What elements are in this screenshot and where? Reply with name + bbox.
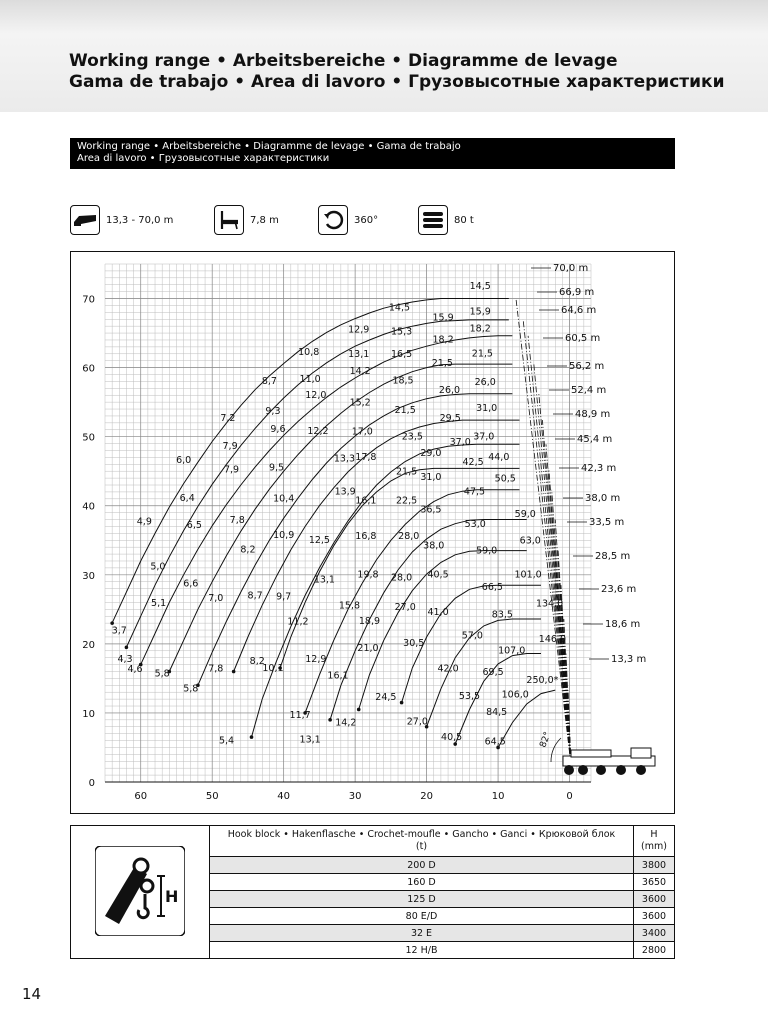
load-label: 53,0 xyxy=(464,519,486,531)
working-range-chart-svg xyxy=(71,252,674,813)
load-label: 44,0 xyxy=(488,452,510,464)
load-label: 8,2 xyxy=(240,544,256,556)
hook-block-cell: 32 E xyxy=(210,925,634,942)
boom-angle-label: 82° xyxy=(538,730,554,750)
boom-length-label: 42,3 m xyxy=(581,463,617,474)
rotation-360-icon xyxy=(318,205,348,235)
boom-line xyxy=(528,336,571,765)
load-label: 18,2 xyxy=(469,323,491,335)
load-label: 16,1 xyxy=(327,670,349,682)
load-label: 36,5 xyxy=(420,504,442,516)
load-label: 11,0 xyxy=(299,374,321,386)
svg-text:H: H xyxy=(165,886,179,906)
hook-height-cell: 3400 xyxy=(634,925,675,942)
y-tick-label: 20 xyxy=(82,639,95,651)
load-label: 16,1 xyxy=(355,495,377,507)
load-label: 7,2 xyxy=(220,412,236,424)
load-label: 10,9 xyxy=(273,530,295,542)
y-tick-label: 30 xyxy=(82,570,95,582)
x-tick-label: 0 xyxy=(566,791,573,802)
hook-block-cell: 12 H/B xyxy=(210,942,634,959)
title-line-1: Working range • Arbeitsbereiche • Diagramme de levage xyxy=(69,51,618,71)
load-label: 29,0 xyxy=(420,448,442,460)
load-label: 37,0 xyxy=(473,431,495,443)
load-label: 15,8 xyxy=(338,600,361,612)
load-label: 15,3 xyxy=(391,326,413,338)
jib-icon xyxy=(214,205,244,235)
load-label: 11,7 xyxy=(289,709,311,721)
load-label: 5,1 xyxy=(151,597,167,609)
curve-endpoint xyxy=(328,718,332,722)
spec-jib-value: 7,8 m xyxy=(250,214,279,226)
load-label: 14,2 xyxy=(349,365,371,377)
load-label: 53,5 xyxy=(458,691,481,703)
load-label: 26,0 xyxy=(438,385,461,397)
load-label: 8,7 xyxy=(247,590,263,602)
load-label: 7,0 xyxy=(208,593,224,605)
y-tick-label: 0 xyxy=(88,778,95,789)
hook-col-header-unit: (t) xyxy=(415,841,428,852)
load-label: 107,0 xyxy=(498,645,526,657)
load-label: 28,0 xyxy=(398,530,420,542)
page-title xyxy=(69,51,725,93)
y-tick-label: 70 xyxy=(82,294,95,306)
load-label: 29,5 xyxy=(439,412,461,424)
x-tick-label: 60 xyxy=(134,791,148,802)
load-label: 38,0 xyxy=(423,540,445,552)
load-label: 3,7 xyxy=(111,625,127,637)
hook-block-cell: 125 D xyxy=(210,891,634,908)
load-label: 57,0 xyxy=(461,630,483,642)
hook-block-illustration xyxy=(71,826,210,959)
load-label: 5,8 xyxy=(154,668,170,680)
load-label: 21,5 xyxy=(394,405,416,417)
load-label: 28,0 xyxy=(391,572,413,584)
load-label: 40,5 xyxy=(441,731,463,743)
load-label: 6,5 xyxy=(186,519,202,531)
load-label: 14,5 xyxy=(469,280,491,292)
load-label: 13,1 xyxy=(348,349,370,361)
load-label: 26,0 xyxy=(474,376,496,388)
curve-endpoint xyxy=(232,670,236,674)
hook-height-cell: 3600 xyxy=(634,891,675,908)
crane-drawing xyxy=(551,738,655,775)
boom-length-label: 66,9 m xyxy=(559,287,595,298)
load-label: 12,0 xyxy=(305,389,327,401)
boom-length-label: 56,2 m xyxy=(569,361,605,372)
load-label: 42,5 xyxy=(462,456,484,468)
load-label: 10,4 xyxy=(273,493,295,505)
load-label: 59,0 xyxy=(514,508,536,520)
spec-rotation-value: 360° xyxy=(354,214,379,226)
load-label: 18,9 xyxy=(358,615,381,627)
load-label: 31,0 xyxy=(420,472,442,484)
boom-length-label: 45,4 m xyxy=(577,434,613,445)
load-label: 17,8 xyxy=(355,452,377,464)
load-label: 14,2 xyxy=(335,717,357,729)
load-label: 15,2 xyxy=(349,397,371,409)
load-label: 15,9 xyxy=(432,312,454,324)
load-label: 6,4 xyxy=(179,492,195,504)
load-label: 10,8 xyxy=(298,347,320,359)
load-label: 9,6 xyxy=(270,423,286,435)
height-col-header-unit: (mm) xyxy=(641,841,667,852)
boom-length-label: 23,6 m xyxy=(601,584,637,595)
y-tick-label: 10 xyxy=(82,708,95,720)
load-label: 21,5 xyxy=(396,466,418,478)
load-label: 42,0 xyxy=(437,663,459,675)
load-label: 4,9 xyxy=(136,516,152,528)
hook-block-cell: 160 D xyxy=(210,874,634,891)
boom-length-label: 52,4 m xyxy=(571,385,607,396)
boom-length-label: 13,3 m xyxy=(611,654,647,665)
hook-col-header xyxy=(210,826,634,857)
load-label: 27,0 xyxy=(394,602,416,614)
load-label: 8,2 xyxy=(249,655,265,667)
load-label: 41,0 xyxy=(427,606,449,618)
boom-length-icon xyxy=(70,205,100,235)
hook-block-cell: 200 D xyxy=(210,857,634,874)
load-label: 31,0 xyxy=(476,403,498,415)
load-label: 9,5 xyxy=(268,462,285,474)
load-label: 24,5 xyxy=(375,691,397,703)
load-label: 7,9 xyxy=(223,464,240,476)
hook-height-cell: 3600 xyxy=(634,908,675,925)
load-label: 11,2 xyxy=(287,616,309,628)
hook-block-icon xyxy=(95,846,185,936)
load-label: 18,5 xyxy=(392,375,414,387)
page-number: 14 xyxy=(22,985,42,1003)
load-label: 30,5 xyxy=(403,637,425,649)
load-label: 14,5 xyxy=(388,302,411,314)
height-col-header-text: H xyxy=(650,829,658,840)
load-label: 59,0 xyxy=(476,545,498,557)
load-label: 9,7 xyxy=(276,591,292,603)
load-label: 10,1 xyxy=(262,662,284,674)
load-label: 47,5 xyxy=(463,486,486,498)
load-label: 19,8 xyxy=(357,569,379,581)
load-label: 83,5 xyxy=(491,609,513,621)
load-label: 106,0 xyxy=(501,689,529,701)
load-label: 250,0* xyxy=(526,675,559,687)
load-label: 64,5 xyxy=(484,736,506,748)
load-label: 8,7 xyxy=(261,376,277,388)
load-label: 13,3 xyxy=(333,453,356,465)
boom-length-label: 60,5 m xyxy=(565,333,601,344)
y-tick-label: 40 xyxy=(82,501,95,513)
boom-length-label: 64,6 m xyxy=(561,305,597,316)
boom-length-label: 70,0 m xyxy=(553,263,589,274)
hook-height-cell: 2800 xyxy=(634,942,675,959)
hook-col-header-text: Hook block • Hakenflasche • Crochet-moufle • Gancho • Ganci • Крюковой блок xyxy=(227,829,616,840)
spec-counterweight xyxy=(418,204,474,236)
curve-endpoint xyxy=(125,646,129,650)
load-label: 17,0 xyxy=(351,426,373,438)
x-tick-label: 30 xyxy=(348,791,362,802)
boom-length-label: 38,0 m xyxy=(585,493,621,504)
x-tick-label: 40 xyxy=(277,791,291,802)
x-tick-label: 20 xyxy=(420,791,433,802)
load-label: 69,5 xyxy=(482,666,504,678)
load-label: 6,6 xyxy=(183,578,199,590)
load-label: 16,5 xyxy=(391,349,413,361)
section-bar-line-2: Area di lavoro • Грузовысотные характеристики xyxy=(77,153,330,164)
load-label: 15,9 xyxy=(469,306,491,318)
load-label: 5,8 xyxy=(183,683,199,695)
load-label: 37,0 xyxy=(449,436,471,448)
load-label: 134,0 xyxy=(535,598,564,610)
load-label: 50,5 xyxy=(494,473,516,485)
boom-length-label: 48,9 m xyxy=(575,409,611,420)
load-label: 21,5 xyxy=(431,358,453,370)
load-label: 63,0 xyxy=(519,535,541,547)
height-col-header xyxy=(634,826,675,857)
load-label: 12,9 xyxy=(305,653,327,665)
load-label: 7,8 xyxy=(229,515,245,526)
load-label: 13,1 xyxy=(313,574,335,586)
curve-endpoint xyxy=(357,708,361,712)
load-label: 4,3 xyxy=(117,653,133,665)
load-label: 9,3 xyxy=(265,405,281,417)
load-label: 12,2 xyxy=(307,425,329,437)
boom-length-label: 18,6 m xyxy=(605,619,641,630)
curve-endpoint xyxy=(400,701,404,705)
load-label: 66,5 xyxy=(481,581,503,593)
working-range-chart xyxy=(70,251,675,814)
hook-height-cell: 3800 xyxy=(634,857,675,874)
load-label: 22,5 xyxy=(396,495,418,507)
load-label: 5,4 xyxy=(218,735,235,747)
spec-rotation xyxy=(318,204,378,236)
load-label: 21,5 xyxy=(471,348,493,360)
spec-counterweight-value: 80 t xyxy=(454,214,474,226)
load-label: 6,0 xyxy=(176,454,192,466)
load-label: 4,6 xyxy=(127,664,143,676)
load-label: 18,2 xyxy=(432,334,454,346)
y-tick-label: 60 xyxy=(82,363,95,375)
x-tick-label: 10 xyxy=(491,791,505,802)
load-label: 146,0 xyxy=(538,633,567,645)
hook-block-cell: 80 E/D xyxy=(210,908,634,925)
load-label: 7,9 xyxy=(222,441,238,453)
counterweight-icon xyxy=(418,205,448,235)
load-label: 12,5 xyxy=(308,535,330,547)
load-label: 7,8 xyxy=(208,663,224,675)
x-tick-label: 50 xyxy=(205,791,219,802)
load-label: 27,0 xyxy=(406,716,428,728)
hook-block-table xyxy=(70,825,675,959)
spec-jib xyxy=(214,204,279,236)
boom-length-label: 28,5 m xyxy=(595,551,631,562)
curve-endpoint xyxy=(250,735,254,739)
hook-height-cell: 3650 xyxy=(634,874,675,891)
spec-boom-length xyxy=(70,204,173,236)
load-label: 13,1 xyxy=(299,734,321,746)
curve-endpoint xyxy=(110,621,114,625)
load-label: 16,8 xyxy=(355,530,377,542)
load-label: 21,0 xyxy=(357,642,379,654)
title-line-2: Gama de trabajo • Area di lavoro • Грузовысотные характеристики xyxy=(69,72,725,92)
section-bar xyxy=(70,138,675,169)
load-label: 101,0 xyxy=(514,569,542,581)
load-label: 12,9 xyxy=(348,324,370,336)
load-label: 23,5 xyxy=(401,431,423,443)
load-label: 13,9 xyxy=(334,486,356,498)
section-bar-line-1: Working range • Arbeitsbereiche • Diagramme de levage • Gama de trabajo xyxy=(77,141,461,152)
spec-boom-length-value: 13,3 - 70,0 m xyxy=(106,214,174,226)
load-label: 5,0 xyxy=(150,561,166,573)
y-tick-label: 50 xyxy=(82,432,95,444)
load-label: 40,5 xyxy=(427,569,449,581)
load-label: 84,5 xyxy=(486,707,508,719)
boom-length-label: 33,5 m xyxy=(589,517,625,528)
